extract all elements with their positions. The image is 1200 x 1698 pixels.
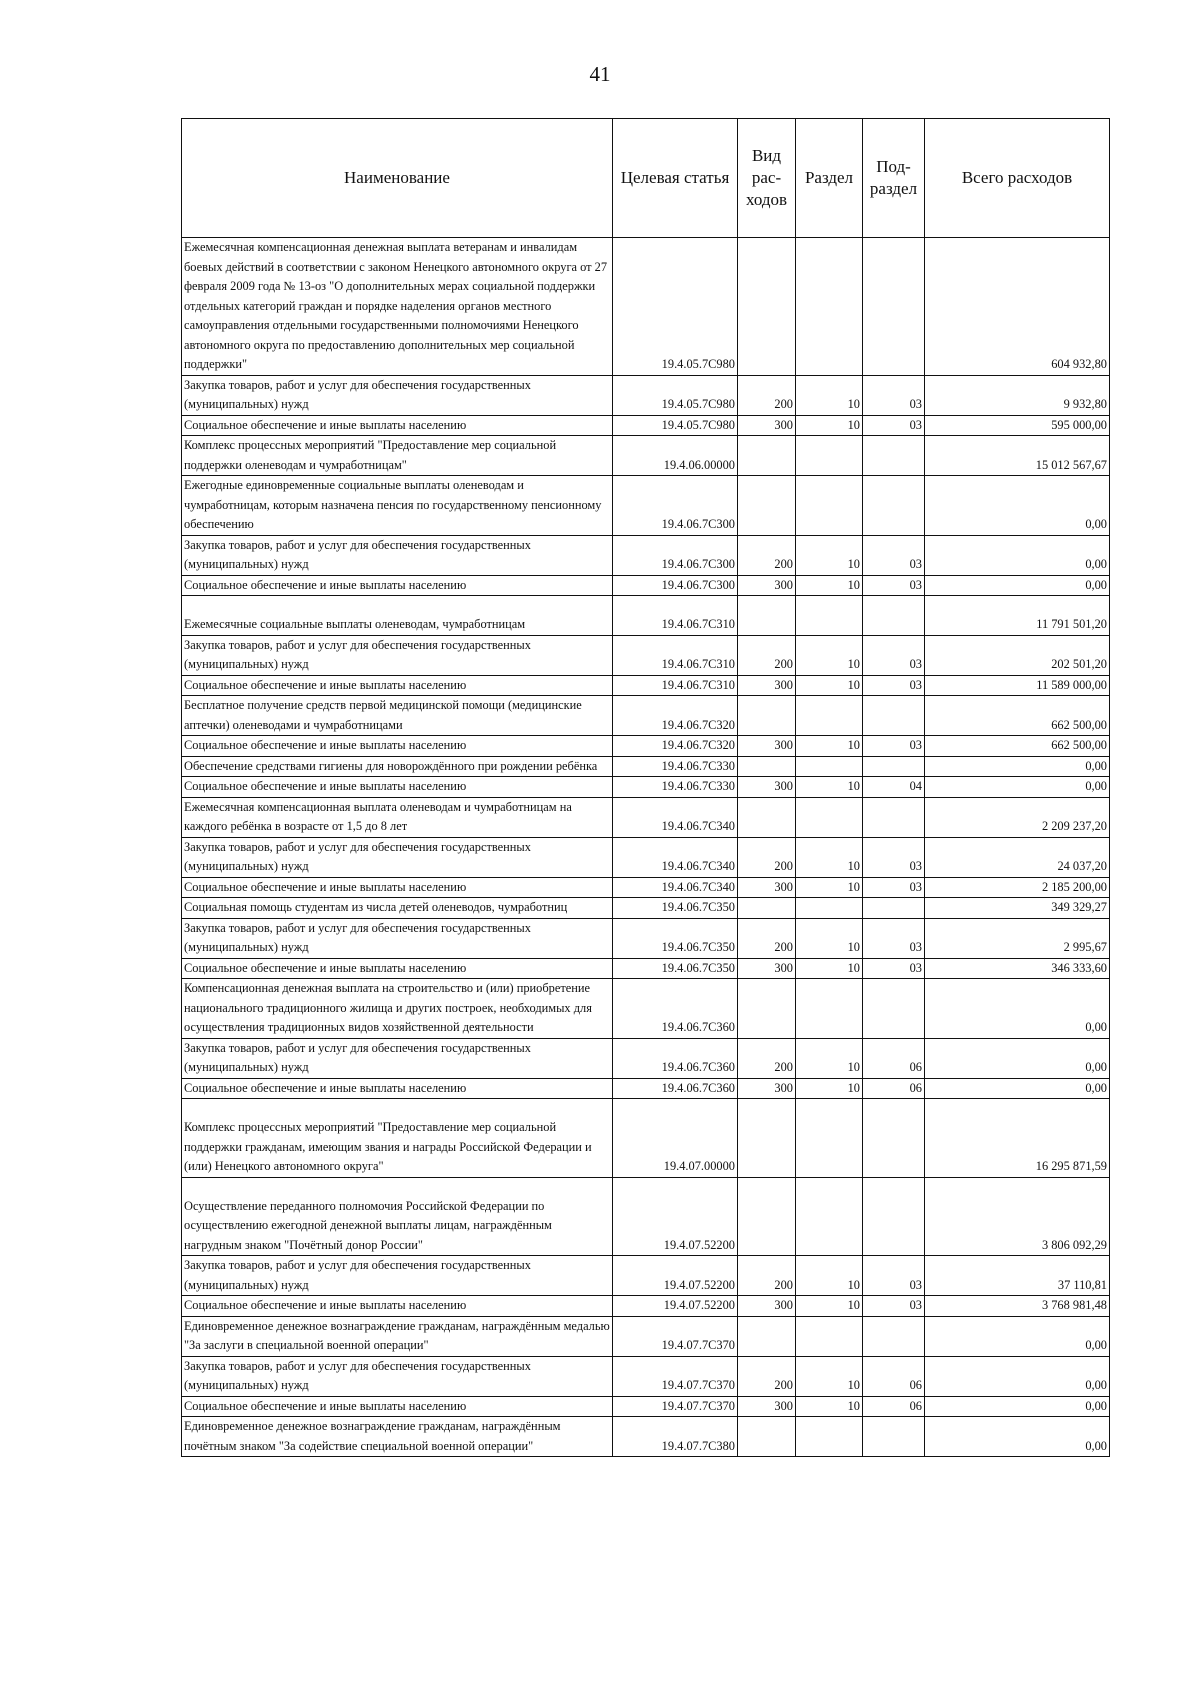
row-total: 202 501,20 [925,635,1110,675]
row-subsection [863,436,925,476]
row-expense-type: 300 [738,1396,796,1417]
row-section: 10 [796,958,863,979]
table-row [182,375,1110,415]
row-total: 9 932,80 [925,375,1110,415]
row-target-article: 19.4.06.7С360 [613,1078,738,1099]
row-target-article: 19.4.07.7С370 [613,1356,738,1396]
row-target-article: 19.4.07.00000 [613,1099,738,1178]
table-row [182,675,1110,696]
table-row [182,877,1110,898]
row-target-article: 19.4.06.7С340 [613,837,738,877]
row-expense-type: 200 [738,1356,796,1396]
row-expense-type: 300 [738,1296,796,1317]
row-target-article: 19.4.07.52200 [613,1296,738,1317]
row-expense-type [738,696,796,736]
row-subsection [863,1099,925,1178]
row-total: 0,00 [925,476,1110,536]
row-name: Комплекс процессных мероприятий "Предоставление мер социальной поддержки гражданам, имеющим звания и награды Российской Федерации и (или) Ненецкого автономного округа" [182,1099,613,1178]
row-total: 16 295 871,59 [925,1099,1110,1178]
table-row [182,1256,1110,1296]
row-total: 0,00 [925,1356,1110,1396]
row-target-article: 19.4.07.7С380 [613,1417,738,1457]
row-expense-type: 300 [738,575,796,596]
row-subsection: 06 [863,1078,925,1099]
row-expense-type [738,1177,796,1256]
row-name: Закупка товаров, работ и услуг для обеспечения государственных (муниципальных) нужд [182,1356,613,1396]
row-subsection [863,238,925,376]
row-section: 10 [796,877,863,898]
row-subsection [863,696,925,736]
row-name: Социальное обеспечение и иные выплаты населению [182,877,613,898]
row-total: 0,00 [925,777,1110,798]
row-section: 10 [796,535,863,575]
row-name: Ежемесячные социальные выплаты оленеводам, чумработницам [182,596,613,636]
row-target-article: 19.4.06.7С300 [613,535,738,575]
row-expense-type: 300 [738,958,796,979]
row-total: 11 791 501,20 [925,596,1110,636]
row-target-article: 19.4.06.7С300 [613,476,738,536]
row-section [796,1099,863,1178]
table-row [182,979,1110,1039]
row-name: Закупка товаров, работ и услуг для обеспечения государственных (муниципальных) нужд [182,837,613,877]
row-target-article: 19.4.06.7С310 [613,635,738,675]
row-name: Закупка товаров, работ и услуг для обеспечения государственных (муниципальных) нужд [182,1256,613,1296]
row-section: 10 [796,1038,863,1078]
row-name: Ежегодные единовременные социальные выплаты оленеводам и чумработницам, которым назначена пенсия по государственному пенсионному обеспечению [182,476,613,536]
row-expense-type: 200 [738,635,796,675]
row-section [796,898,863,919]
table-row [182,635,1110,675]
row-section: 10 [796,675,863,696]
table-row [182,918,1110,958]
row-expense-type: 300 [738,1078,796,1099]
row-target-article: 19.4.06.00000 [613,436,738,476]
table-row [182,535,1110,575]
row-section: 10 [796,375,863,415]
row-section [796,979,863,1039]
row-name: Социальное обеспечение и иные выплаты населению [182,777,613,798]
table-row [182,1099,1110,1178]
table-row [182,1038,1110,1078]
row-name: Социальное обеспечение и иные выплаты населению [182,1396,613,1417]
row-name: Комплекс процессных мероприятий "Предоставление мер социальной поддержки оленеводам и чумработницам" [182,436,613,476]
row-name: Закупка товаров, работ и услуг для обеспечения государственных (муниципальных) нужд [182,918,613,958]
row-expense-type: 300 [738,777,796,798]
row-name: Бесплатное получение средств первой медицинской помощи (медицинские аптечки) оленеводами и чумработницами [182,696,613,736]
row-expense-type [738,436,796,476]
table-body [182,238,1110,1457]
row-target-article: 19.4.06.7С310 [613,596,738,636]
row-section [796,1316,863,1356]
row-subsection: 03 [863,635,925,675]
row-name: Социальная помощь студентам из числа детей оленеводов, чумработниц [182,898,613,919]
row-name: Закупка товаров, работ и услуг для обеспечения государственных (муниципальных) нужд [182,635,613,675]
row-total: 3 806 092,29 [925,1177,1110,1256]
page-number: 41 [589,62,611,86]
row-target-article: 19.4.06.7С320 [613,736,738,757]
row-subsection [863,476,925,536]
row-expense-type: 300 [738,736,796,757]
table-row [182,696,1110,736]
table-row [182,837,1110,877]
row-target-article: 19.4.06.7С350 [613,918,738,958]
row-subsection [863,898,925,919]
row-expense-type: 300 [738,877,796,898]
row-name: Закупка товаров, работ и услуг для обеспечения государственных (муниципальных) нужд [182,1038,613,1078]
table-row [182,1296,1110,1317]
table-row [182,1177,1110,1256]
row-expense-type: 200 [738,535,796,575]
table-row [182,1356,1110,1396]
row-section [796,436,863,476]
row-expense-type [738,898,796,919]
header-expense-type: Вид рас- ходов [738,119,796,238]
row-name: Социальное обеспечение и иные выплаты населению [182,1296,613,1317]
row-section [796,238,863,376]
row-expense-type: 300 [738,675,796,696]
row-section: 10 [796,635,863,675]
table-row [182,476,1110,536]
header-subsection: Под- раздел [863,119,925,238]
table-row [182,756,1110,777]
row-target-article: 19.4.06.7С330 [613,756,738,777]
row-name: Ежемесячная компенсационная выплата оленеводам и чумработницам на каждого ребёнка в возрасте от 1,5 до 8 лет [182,797,613,837]
row-subsection: 03 [863,877,925,898]
row-section [796,696,863,736]
row-section: 10 [796,415,863,436]
row-expense-type: 300 [738,415,796,436]
table-row [182,575,1110,596]
row-target-article: 19.4.06.7С320 [613,696,738,736]
table-row [182,736,1110,757]
row-name: Компенсационная денежная выплата на строительство и (или) приобретение национального традиционного жилища и других построек, необходимых для осуществления традиционных видов хозяйственной деятельности [182,979,613,1039]
row-expense-type [738,476,796,536]
row-section: 10 [796,837,863,877]
row-subsection: 03 [863,415,925,436]
row-total: 662 500,00 [925,736,1110,757]
row-section: 10 [796,575,863,596]
row-name: Социальное обеспечение и иные выплаты населению [182,415,613,436]
row-subsection [863,1177,925,1256]
row-total: 0,00 [925,1078,1110,1099]
row-target-article: 19.4.06.7С300 [613,575,738,596]
row-name: Закупка товаров, работ и услуг для обеспечения государственных (муниципальных) нужд [182,535,613,575]
row-target-article: 19.4.07.7С370 [613,1396,738,1417]
row-section: 10 [796,1296,863,1317]
row-target-article: 19.4.06.7С340 [613,797,738,837]
row-expense-type [738,238,796,376]
row-section [796,1417,863,1457]
row-expense-type [738,756,796,777]
header-name: Наименование [182,119,613,238]
row-section: 10 [796,918,863,958]
row-expense-type: 200 [738,1256,796,1296]
row-expense-type: 200 [738,1038,796,1078]
row-total: 2 209 237,20 [925,797,1110,837]
row-name: Обеспечение средствами гигиены для новорождённого при рождении ребёнка [182,756,613,777]
row-subsection: 03 [863,575,925,596]
table-row [182,1316,1110,1356]
row-name: Социальное обеспечение и иные выплаты населению [182,1078,613,1099]
row-total: 2 995,67 [925,918,1110,958]
row-expense-type: 200 [738,837,796,877]
row-subsection: 03 [863,535,925,575]
row-name: Социальное обеспечение и иные выплаты населению [182,575,613,596]
row-total: 0,00 [925,575,1110,596]
row-name: Социальное обеспечение и иные выплаты населению [182,958,613,979]
row-target-article: 19.4.07.52200 [613,1177,738,1256]
row-section: 10 [796,1078,863,1099]
row-total: 595 000,00 [925,415,1110,436]
row-subsection: 03 [863,1296,925,1317]
row-target-article: 19.4.06.7С360 [613,979,738,1039]
row-subsection: 06 [863,1356,925,1396]
row-target-article: 19.4.06.7С330 [613,777,738,798]
budget-table [181,118,1110,1457]
table-row [182,1417,1110,1457]
row-subsection: 03 [863,837,925,877]
row-target-article: 19.4.05.7С980 [613,375,738,415]
table-row [182,1078,1110,1099]
row-name: Социальное обеспечение и иные выплаты населению [182,675,613,696]
row-target-article: 19.4.05.7С980 [613,238,738,376]
row-total: 11 589 000,00 [925,675,1110,696]
row-section: 10 [796,1396,863,1417]
header-section: Раздел [796,119,863,238]
row-section [796,596,863,636]
row-section: 10 [796,1356,863,1396]
table-header-row [182,119,1110,238]
row-total: 24 037,20 [925,837,1110,877]
row-total: 604 932,80 [925,238,1110,376]
table-row [182,1396,1110,1417]
row-target-article: 19.4.06.7С350 [613,958,738,979]
row-subsection: 03 [863,918,925,958]
row-name: Социальное обеспечение и иные выплаты населению [182,736,613,757]
row-subsection [863,596,925,636]
header-total: Всего расходов [925,119,1110,238]
row-total: 662 500,00 [925,696,1110,736]
row-target-article: 19.4.07.7С370 [613,1316,738,1356]
row-name: Закупка товаров, работ и услуг для обеспечения государственных (муниципальных) нужд [182,375,613,415]
row-total: 3 768 981,48 [925,1296,1110,1317]
row-target-article: 19.4.06.7С360 [613,1038,738,1078]
row-target-article: 19.4.06.7С340 [613,877,738,898]
table-row [182,238,1110,376]
row-total: 0,00 [925,1316,1110,1356]
row-section: 10 [796,1256,863,1296]
row-name: Единовременное денежное вознаграждение гражданам, награждённым медалью "За заслуги в специальной военной операции" [182,1316,613,1356]
row-subsection [863,1316,925,1356]
row-section [796,797,863,837]
table-row [182,797,1110,837]
table-row [182,415,1110,436]
row-subsection: 03 [863,958,925,979]
row-expense-type [738,596,796,636]
row-expense-type [738,1417,796,1457]
table-row [182,958,1110,979]
row-name: Ежемесячная компенсационная денежная выплата ветеранам и инвалидам боевых действий в соответствии с законом Ненецкого автономного округа от 27 февраля 2009 года № 13-оз "О дополнительных мерах социальной поддержки отдельных категорий граждан и порядке наделения органов местного самоуправления отдельными государственными полномочиями Ненецкого автономного округа по предоставлению дополнительных мер социальной поддержки" [182,238,613,376]
row-name: Единовременное денежное вознаграждение гражданам, награждённым почётным знаком "За содействие специальной военной операции" [182,1417,613,1457]
row-subsection [863,1417,925,1457]
row-subsection [863,756,925,777]
row-expense-type [738,1316,796,1356]
row-subsection: 03 [863,736,925,757]
row-total: 0,00 [925,979,1110,1039]
row-total: 0,00 [925,1038,1110,1078]
row-total: 15 012 567,67 [925,436,1110,476]
row-total: 37 110,81 [925,1256,1110,1296]
row-section [796,756,863,777]
row-subsection [863,797,925,837]
row-section: 10 [796,777,863,798]
row-target-article: 19.4.07.52200 [613,1256,738,1296]
row-total: 0,00 [925,756,1110,777]
row-subsection: 06 [863,1038,925,1078]
row-target-article: 19.4.05.7С980 [613,415,738,436]
row-expense-type [738,979,796,1039]
row-name: Осуществление переданного полномочия Российской Федерации по осуществлению ежегодной денежной выплаты лицам, награждённым нагрудным знаком "Почётный донор России" [182,1177,613,1256]
row-expense-type: 200 [738,918,796,958]
row-expense-type: 200 [738,375,796,415]
row-target-article: 19.4.06.7С310 [613,675,738,696]
row-total: 349 329,27 [925,898,1110,919]
row-section: 10 [796,736,863,757]
row-subsection: 04 [863,777,925,798]
row-subsection: 03 [863,675,925,696]
header-target-article: Целевая статья [613,119,738,238]
table-row [182,596,1110,636]
row-total: 0,00 [925,1396,1110,1417]
row-subsection [863,979,925,1039]
row-total: 2 185 200,00 [925,877,1110,898]
row-total: 0,00 [925,1417,1110,1457]
table-row [182,898,1110,919]
row-expense-type [738,797,796,837]
row-section [796,1177,863,1256]
table-row [182,436,1110,476]
row-section [796,476,863,536]
row-subsection: 03 [863,1256,925,1296]
row-subsection: 03 [863,375,925,415]
row-expense-type [738,1099,796,1178]
row-total: 0,00 [925,535,1110,575]
row-total: 346 333,60 [925,958,1110,979]
table-row [182,777,1110,798]
row-target-article: 19.4.06.7С350 [613,898,738,919]
row-subsection: 06 [863,1396,925,1417]
